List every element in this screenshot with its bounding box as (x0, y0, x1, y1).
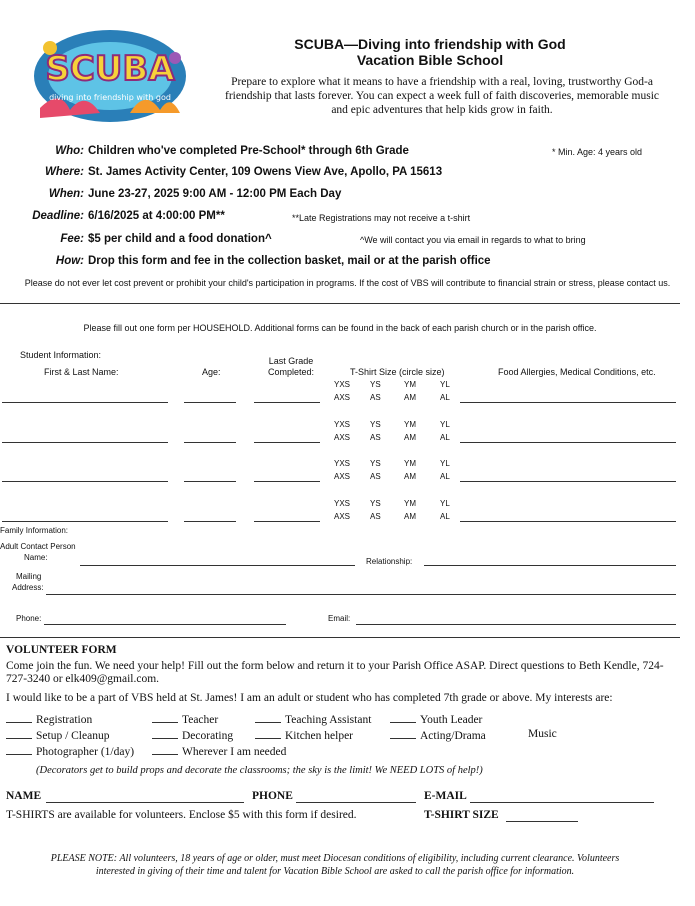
vol-phone-field[interactable] (296, 802, 416, 803)
size-option[interactable]: AM (404, 472, 416, 481)
family-heading: Family Information: (0, 526, 69, 535)
size-option[interactable]: YM (404, 380, 416, 389)
volunteer-intro: Come join the fun. We need your help! Fill out the form below and return it to your Parish Office ASAP. Direct questions to Beth Kendle, 724-727-3240 or elk409@gmail.com. (6, 660, 664, 685)
role-option[interactable] (152, 728, 233, 742)
role-blank[interactable] (152, 744, 178, 755)
role-option[interactable] (6, 744, 134, 758)
role-blank[interactable] (390, 712, 416, 723)
adult-contact-label: Adult Contact Person (0, 542, 76, 551)
col-grade: Last Grade Completed: (267, 356, 315, 377)
role-option[interactable] (255, 728, 353, 742)
role-option[interactable] (152, 712, 218, 726)
role-label: Music (528, 728, 557, 740)
student-name-field[interactable] (2, 521, 168, 522)
volunteer-heading: VOLUNTEER FORM (6, 644, 117, 656)
col-age: Age: (202, 367, 221, 377)
when-label: When: (48, 188, 84, 200)
size-option[interactable]: YL (440, 420, 450, 429)
student-allergies-field[interactable] (460, 521, 676, 522)
deadline-label: Deadline: (32, 210, 84, 222)
size-option[interactable]: AXS (334, 512, 351, 521)
role-label: Registration (36, 714, 93, 726)
role-option[interactable] (6, 728, 109, 742)
how-value: Drop this form and fee in the collection basket, mail or at the parish office (88, 255, 491, 267)
vol-name-field[interactable] (46, 802, 244, 803)
please-note: PLEASE NOTE: All volunteers, 18 years of age or older, must meet Diocesan conditions of eligibility, including current clearance. Volunteers interested in giving of their time and talent for Vacation Bible School are asked to call the parish office for information. (50, 853, 620, 877)
how-label: How: (55, 255, 84, 267)
name-label: Name: (24, 553, 48, 562)
size-option[interactable]: AM (404, 433, 416, 442)
size-option[interactable]: YXS (334, 459, 351, 468)
title-line1: SCUBA—Diving into friendship with God (294, 36, 566, 52)
size-option[interactable]: AS (370, 433, 381, 442)
role-blank[interactable] (255, 712, 281, 723)
divider-bottom (0, 637, 680, 638)
student-heading: Student Information: (20, 350, 102, 360)
role-label: Youth Leader (420, 714, 483, 726)
role-label: Teacher (182, 714, 219, 726)
scuba-logo (30, 18, 190, 128)
email-field[interactable] (356, 624, 676, 625)
role-label: Decorating (182, 730, 234, 742)
svg-text:diving into friendship with go: diving into friendship with god (49, 93, 171, 102)
size-option[interactable]: YM (404, 420, 416, 429)
role-label: Setup / Cleanup (36, 730, 110, 742)
name-field[interactable] (80, 565, 355, 566)
role-blank[interactable] (6, 712, 32, 723)
size-option[interactable]: YM (404, 459, 416, 468)
divider-top (0, 303, 680, 304)
size-option[interactable]: AXS (334, 472, 351, 481)
col-name: First & Last Name: (44, 367, 119, 377)
size-option[interactable]: YL (440, 499, 450, 508)
size-option[interactable]: YS (370, 420, 381, 429)
fee-value: $5 per child and a food donation^ (88, 233, 272, 245)
where-value: St. James Activity Center, 109 Owens View Ave, Apollo, PA 15613 (88, 166, 443, 178)
size-option[interactable]: AS (370, 393, 381, 402)
size-option[interactable]: AL (440, 433, 450, 442)
size-option[interactable]: YM (404, 499, 416, 508)
who-value: Children who've completed Pre-School* through 6th Grade (88, 145, 409, 157)
role-option[interactable] (6, 712, 92, 726)
role-blank[interactable] (152, 712, 178, 723)
size-option[interactable]: AXS (334, 393, 351, 402)
deadline-note: **Late Registrations may not receive a t-shirt (292, 213, 471, 223)
who-note: * Min. Age: 4 years old (552, 147, 643, 157)
size-option[interactable]: YL (440, 380, 450, 389)
address-field[interactable] (46, 594, 676, 595)
role-blank[interactable] (255, 728, 281, 739)
role-option[interactable] (255, 712, 371, 726)
deadline-value: 6/16/2025 at 4:00:00 PM** (88, 210, 225, 222)
vol-email-label: E-MAIL (424, 790, 467, 802)
role-option[interactable] (528, 728, 557, 740)
when-value: June 23-27, 2025 9:00 AM - 12:00 PM Each Day (88, 188, 342, 200)
role-blank[interactable] (152, 728, 178, 739)
fee-note: ^We will contact you via email in regards to what to bring (360, 235, 586, 245)
student-name-field[interactable] (2, 481, 168, 482)
tshirt-size-field[interactable] (506, 821, 578, 822)
student-age-field[interactable] (184, 481, 236, 482)
size-option[interactable]: AL (440, 512, 450, 521)
student-allergies-field[interactable] (460, 442, 676, 443)
mailing-label: Mailing (16, 572, 42, 581)
student-allergies-field[interactable] (460, 481, 676, 482)
svg-text:SCUBA: SCUBA (45, 49, 175, 89)
size-option[interactable]: AL (440, 472, 450, 481)
student-grade-field[interactable] (254, 521, 320, 522)
size-option[interactable]: AM (404, 512, 416, 521)
role-blank[interactable] (390, 728, 416, 739)
who-label: Who: (55, 145, 84, 157)
size-option[interactable]: YXS (334, 380, 351, 389)
title-line2: Vacation Bible School (356, 52, 504, 68)
size-option[interactable]: YS (370, 459, 381, 468)
role-blank[interactable] (6, 744, 32, 755)
tshirt-note: T-SHIRTS are available for volunteers. Enclose $5 with this form if desired. (6, 809, 357, 821)
email-label: Email: (328, 614, 351, 623)
role-label: Wherever I am needed (182, 746, 287, 758)
role-option[interactable] (390, 728, 486, 742)
student-age-field[interactable] (184, 442, 236, 443)
vol-phone-label: PHONE (252, 790, 293, 802)
size-option[interactable]: AS (370, 512, 381, 521)
student-grade-field[interactable] (254, 481, 320, 482)
student-allergies-field[interactable] (460, 402, 676, 403)
col-food: Food Allergies, Medical Conditions, etc. (498, 367, 656, 377)
role-label: Kitchen helper (285, 730, 354, 742)
role-blank[interactable] (6, 728, 32, 739)
volunteer-interests: I would like to be a part of VBS held at St. James! I am an adult or student who has completed 7th grade or above. My interests are: (6, 692, 613, 704)
size-option[interactable]: AM (404, 393, 416, 402)
size-option[interactable]: YXS (334, 420, 351, 429)
phone-field[interactable] (44, 624, 286, 625)
tshirt-size-label: T-SHIRT SIZE (424, 809, 499, 821)
student-name-field[interactable] (2, 442, 168, 443)
col-tshirt: T-Shirt Size (circle size) (350, 367, 445, 377)
student-name-field[interactable] (2, 402, 168, 403)
size-option[interactable]: AXS (334, 433, 351, 442)
vol-name-label: NAME (6, 790, 42, 802)
vol-email-field[interactable] (470, 802, 654, 803)
cost-notice: Please do not ever let cost prevent or prohibit your child's participation in programs. If the cost of VBS will contribute to financial strain or stress, please contact us. (24, 278, 671, 288)
student-grade-field[interactable] (254, 442, 320, 443)
student-grade-field[interactable] (254, 402, 320, 403)
relationship-field[interactable] (424, 565, 676, 566)
student-age-field[interactable] (184, 402, 236, 403)
household-note: Please fill out one form per HOUSEHOLD. Additional forms can be found in the back of each parish church or in the parish office. (83, 323, 597, 333)
size-option[interactable]: YXS (334, 499, 351, 508)
relationship-label: Relationship: (366, 557, 413, 566)
size-option[interactable]: YL (440, 459, 450, 468)
fee-label: Fee: (60, 233, 84, 245)
decorators-note: (Decorators get to build props and decorate the classrooms; the sky is the limit! We NEED LOTS of help!) (36, 765, 483, 776)
phone-label: Phone: (16, 614, 42, 623)
role-option[interactable] (390, 712, 482, 726)
student-age-field[interactable] (184, 521, 236, 522)
address-label: Address: (12, 583, 44, 592)
size-option[interactable]: AL (440, 393, 450, 402)
size-option[interactable]: YS (370, 499, 381, 508)
size-option[interactable]: AS (370, 472, 381, 481)
intro-paragraph: Prepare to explore what it means to have a friendship with a real, loving, trustworthy God-a friendship that lasts forever. You can expect a week full of faith discoveries, memorable music and epic adventures that help kids grow in faith. (225, 76, 659, 116)
role-option[interactable] (152, 744, 286, 758)
role-label: Acting/Drama (420, 730, 486, 742)
size-option[interactable]: YS (370, 380, 381, 389)
where-label: Where: (45, 166, 84, 178)
role-label: Photographer (1/day) (36, 746, 135, 758)
role-label: Teaching Assistant (285, 714, 372, 726)
